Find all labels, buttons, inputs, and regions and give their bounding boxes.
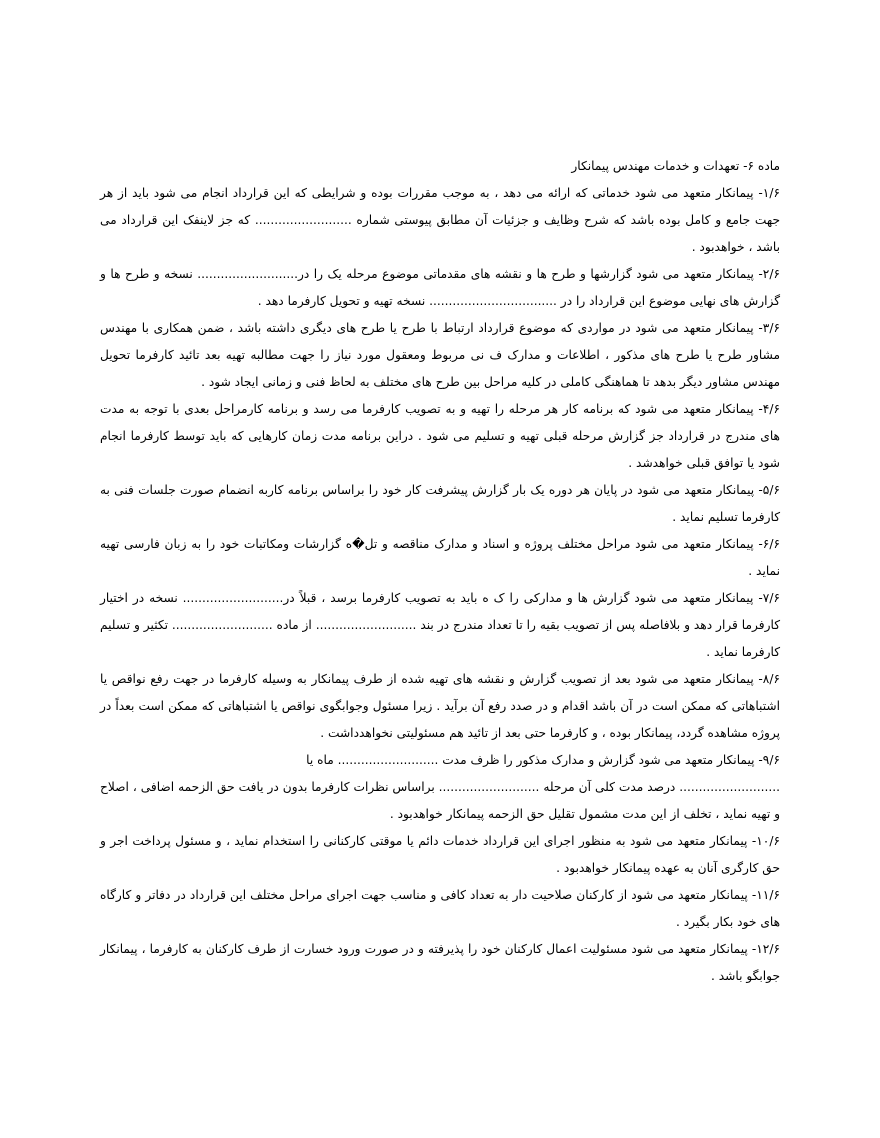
clause-6-1: ۱/۶- پیمانکار متعهد می شود خدماتی که ارائه می دهد ، به موجب مقررات بوده و شرایطی که این قرارداد انجام می شود باید از هر جهت جامع و کامل بوده باشد که شرح وظایف و جزئیات آن مطابق پیوستی شماره ......................... که جز لاینفک این قرارداد می باشد ، خواهدبود . [100,186,780,254]
clause-6-9: ۹/۶- پیمانکار متعهد می شود گزارش و مدارک مذکور را ظرف مدت .......................... ماه یا [306,753,780,767]
clause-6-7: ۷/۶- پیمانکار متعهد می شود گزارش ها و مدارکی را ک ه باید به تصویب کارفرما برسد ، قبلاً در.......................... نسخه در اختیار کارفرما قرار دهد و بلافاصله پس از تصویب بقیه را تا تعداد مندرج در بند .......................... از ماده .......................... تکثیر و تسلیم کارفرما نماید . [100,591,780,659]
clause-6-10: ۱۰/۶- پیمانکار متعهد می شود به منظور اجرای این قرارداد خدمات دائم یا موقتی کارکنانی را استخدام نماید ، و مسئول پرداخت اجر و حق کارگری آنان به عهده پیمانکار خواهدبود . [100,834,780,875]
clause-6-9-continued: .......................... درصد مدت کلی آن مرحله .......................... براساس نظرات کارفرما بدون در یافت حق الزحمه اضافی ، اصلاح و تهیه نماید ، تخلف از این مدت مشمول تقلیل حق الزحمه پیمانکار خواهدبود . [100,780,780,821]
clause-6-4: ۴/۶- پیمانکار متعهد می شود که برنامه کار هر مرحله را تهیه و به تصویب کارفرما می رسد و برنامه کارمراحل بعدی با توجه به مدت های مندرج در قرارداد جز گزارش مرحله قبلی تهیه و تسلیم می شود . دراین برنامه مدت زمان کارهایی که باید توسط کارفرما انجام شود یا توافق قبلی خواهدشد . [100,402,780,470]
clause-6-11: ۱۱/۶- پیمانکار متعهد می شود از کارکنان صلاحیت دار به تعداد کافی و مناسب جهت اجرای مراحل مختلف این قرارداد در دفاتر و کارگاه های خود بکار بگیرد . [100,888,780,929]
article-heading: ماده ۶- تعهدات و خدمات مهندس پیمانکار [571,159,780,173]
clause-6-6: ۶/۶- پیمانکار متعهد می شود مراحل مختلف پروژه و اسناد و مدارک مناقصه و تل�ه گزارشات ومکاتبات خود را به زبان فارسی تهیه نماید . [100,537,780,578]
clause-6-8: ۸/۶- پیمانکار متعهد می شود بعد از تصویب گزارش و نقشه های تهیه شده از طرف پیمانکار به وسیله کارفرما در جهت رفع نواقص یا اشتباهاتی که ممکن است در آن باشد اقدام و در صدد رفع آن برآید . زیرا مسئول وجوابگوی نواقص یا اشتباهاتی که ممکن است بعداً در پروژه مشاهده گردد، پیمانکار بوده ، و کارفرما حتی بعد از تائید هم مسئولیتی نخواهدداشت . [100,672,780,740]
clause-6-2: ۲/۶- پیمانکار متعهد می شود گزارشها و طرح ها و نقشه های مقدماتی موضوع مرحله یک را در.......................... نسخه و طرح ها و گزارش های نهایی موضوع این قرارداد را در ................................. نسخه تهیه و تحویل کارفرما دهد . [100,267,780,308]
clause-6-12: ۱۲/۶- پیمانکار متعهد می شود مسئولیت اعمال کارکنان خود را پذیرفته و در صورت ورود خسارت از طرف کارکنان به کارفرما ، پیمانکار جوابگو باشد . [100,942,780,983]
document-page [100,153,780,990]
clause-6-5: ۵/۶- پیمانکار متعهد می شود در پایان هر دوره یک بار گزارش پیشرفت کار خود را براساس برنامه کاربه انضمام صورت جلسات فنی به کارفرما تسلیم نماید . [100,483,780,524]
clause-6-3: ۳/۶- پیمانکار متعهد می شود در مواردی که موضوع قرارداد ارتباط با طرح یا طرح های دیگری داشته باشد ، ضمن همکاری با مهندس مشاور طرح یا طرح های مذکور ، اطلاعات و مدارک ف نی مربوط ومعقول مورد نیاز را جهت مطالبه تهیه بعد تائید کارفرما تحویل مهندس مشاور دیگر بدهد تا هماهنگی کاملی در کلیه مراحل بین طرح های مختلف به لحاظ فنی و زمانی ایجاد شود . [100,321,780,389]
